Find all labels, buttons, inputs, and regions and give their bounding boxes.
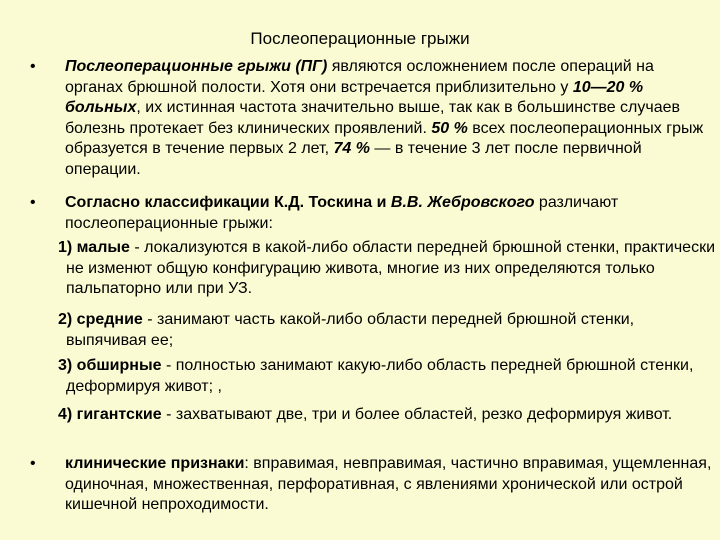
class-term: 1) малые bbox=[58, 239, 130, 256]
class-item-giant bbox=[58, 405, 716, 426]
class-term: 4) гигантские bbox=[58, 406, 162, 423]
class-item-large bbox=[58, 356, 716, 397]
slide-title: Послеоперационные грыжи bbox=[250, 29, 470, 48]
classification-author: Согласно классификации К.Д. Тоскина и bbox=[65, 194, 391, 211]
classification-coauthor: В.В. Жебровского bbox=[390, 194, 535, 211]
bullet-text-2 bbox=[65, 193, 715, 234]
text-segment: всех послеоперационных грыж образуется в течение первых 2 лет, bbox=[65, 119, 704, 157]
bullet-marker: • bbox=[30, 58, 36, 75]
bullet-marker: • bbox=[30, 194, 36, 211]
bullet-text-1 bbox=[65, 57, 715, 180]
text-segment: различают послеоперационные грыжи: bbox=[65, 194, 619, 232]
class-description: - занимают часть какой-либо области передней брюшной стенки, выпячивая ее; bbox=[66, 311, 635, 349]
term-postoperative-hernia: Послеоперационные грыжи (ПГ) bbox=[65, 58, 328, 75]
percent-value-50: 50 % bbox=[431, 119, 468, 137]
class-description: - локализуются в какой-либо области передней брюшной стенки, практически не изменют общую конфигурацию живота, многие из них определяются только пальпаторно или при УЗ. bbox=[66, 239, 716, 297]
class-item-small bbox=[58, 238, 716, 300]
class-description: - полностью занимают какую-либо область передней брюшной стенки, деформируя живот; , bbox=[66, 357, 694, 395]
text-segment: — в течение 3 лет после первичной операции. bbox=[65, 140, 642, 178]
class-item-medium bbox=[58, 310, 716, 351]
bullet-marker: • bbox=[30, 455, 36, 472]
class-term: 2) средние bbox=[58, 311, 143, 328]
clinical-signs-term: клинические признаки bbox=[65, 455, 245, 472]
text-segment: : вправимая, невправимая, частично вправимая, ущемленная, одиночная, множественная, перфоративная, с явлениями хронической или острой кишечной непроходимости. bbox=[65, 455, 712, 513]
text-segment: являются осложнением после операций на органах брюшной полости. Хотя они встречается приблизительно у bbox=[65, 58, 654, 96]
percent-value-74: 74 % bbox=[333, 140, 370, 157]
text-segment: , их истинная частота значительно выше, так как в большинстве случаев болезнь протекает без клинических проявлений. bbox=[65, 99, 681, 137]
bullet-text-3 bbox=[65, 454, 715, 516]
class-term: 3) обширные bbox=[58, 357, 162, 374]
class-description: - захватывают две, три и более областей, резко деформируя живот. bbox=[161, 406, 673, 423]
incidence-value: 10—20 % больных bbox=[65, 78, 644, 116]
